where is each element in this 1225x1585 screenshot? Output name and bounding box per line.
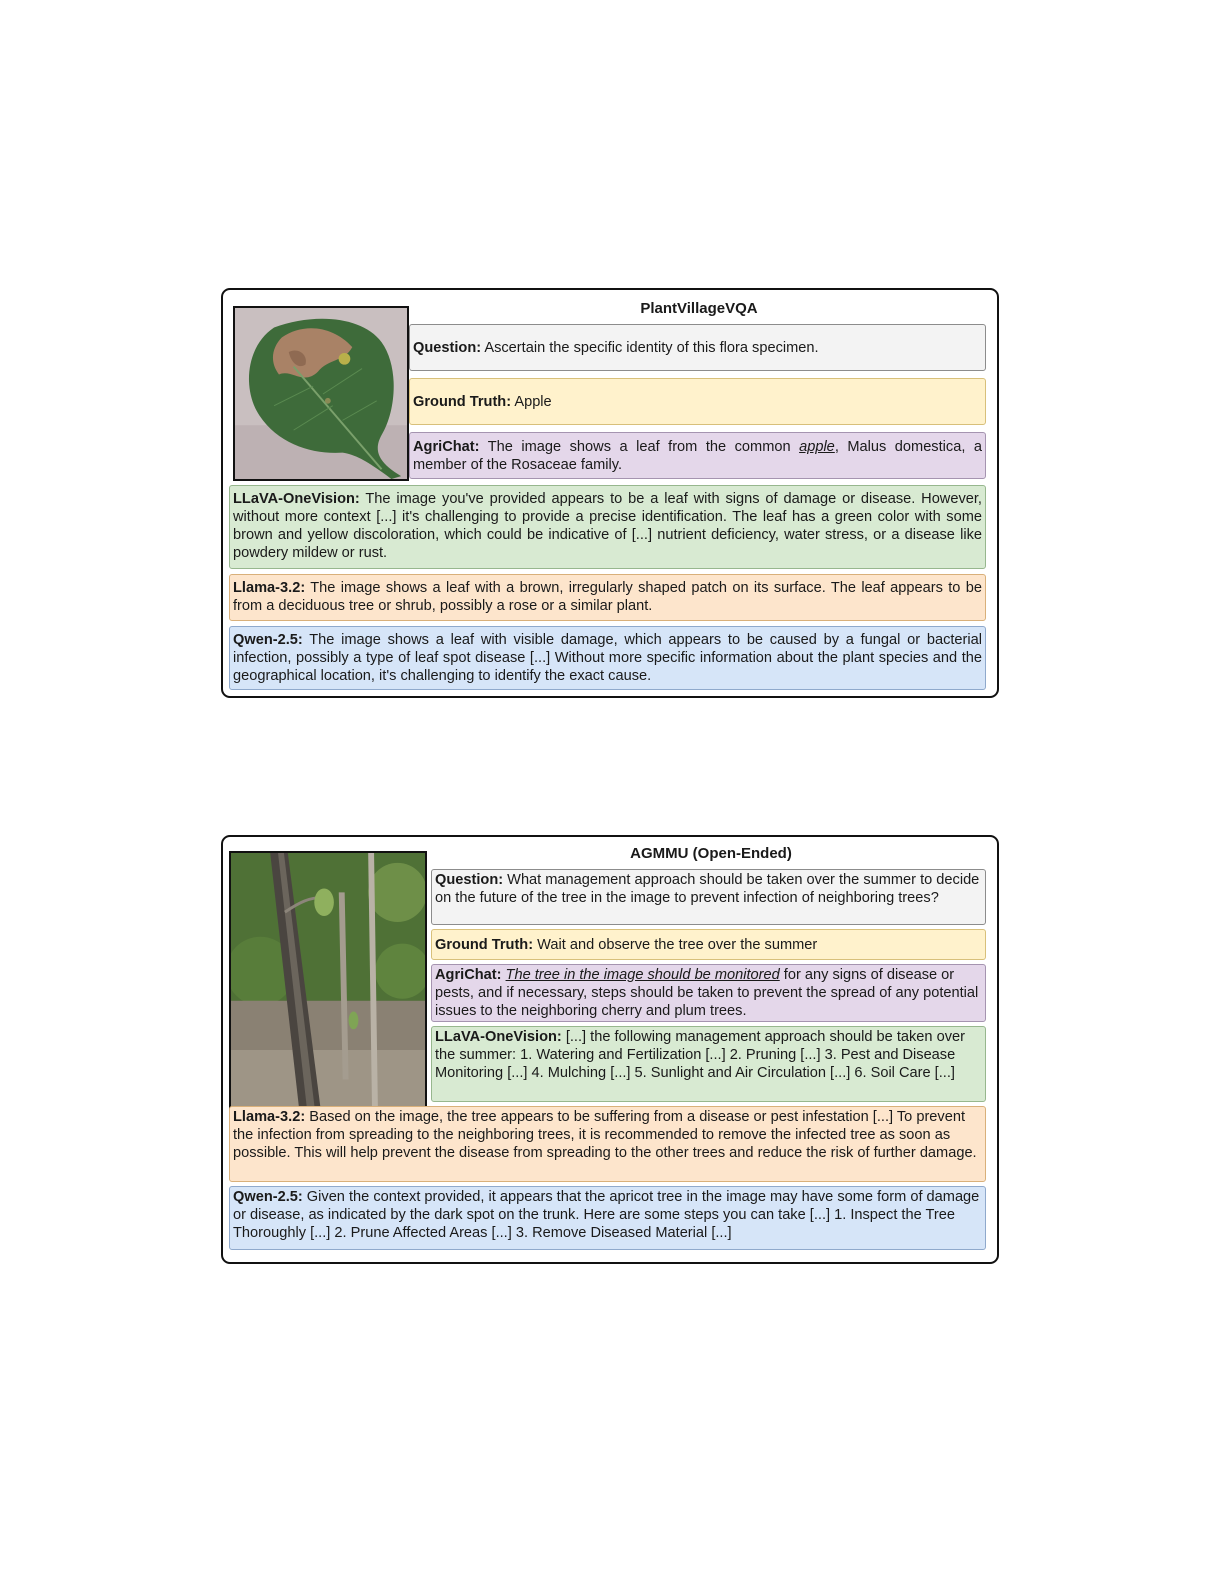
agmmu-panel (221, 835, 999, 1264)
agrichat-highlight: apple (799, 439, 835, 455)
llava-text: The image you've provided appears to be a leaf with signs of damage or disease. However, without more context [...] it's challenging to provide a precise identification. The leaf has a green color with some brown and yellow discoloration, which could be indicative of [...] nutrient deficiency, water stress, or a disease like powdery mildew or rust. (233, 491, 982, 561)
llava-text: [...] the following management approach should be taken over the summer: 1. Watering and Fertilization [...] 2. Pruning [...] 3. Pest and Disease Monitoring [...] 4. Mulching [...] 5. Sunlight and Air Circulation [...] 6. Soil Care [...] (435, 1029, 965, 1081)
question-text: Ascertain the specific identity of this flora specimen. (481, 339, 819, 356)
agrichat-label: AgriChat: (435, 967, 502, 983)
llava-onevision-answer-box (229, 485, 986, 569)
agrichat-text-post: , Malus domestica, a member of the Rosaceae family. (413, 439, 982, 473)
plantvillagevqa-panel (221, 288, 999, 698)
llama-answer-box (229, 574, 986, 621)
ground-truth-box (431, 929, 986, 960)
tree-trunk-image (229, 851, 427, 1115)
qwen-answer-box (229, 626, 986, 690)
ground-truth-box (409, 378, 986, 425)
agrichat-highlight: The tree in the image should be monitored (505, 967, 780, 983)
agrichat-label: AgriChat: (413, 439, 480, 455)
panel-title: PlantVillageVQA (640, 300, 758, 317)
apple-leaf-image (233, 306, 409, 481)
ground-truth-label: Ground Truth: (413, 393, 512, 410)
agrichat-answer-box (409, 432, 986, 479)
question-box (431, 869, 986, 925)
qwen-answer-box (229, 1186, 986, 1250)
llama-answer-box (229, 1106, 986, 1182)
agrichat-text-post: for any signs of disease or pests, and if necessary, steps should be taken to prevent the spread of any potential issues to the neighboring cherry and plum trees. (435, 967, 979, 1019)
llama-label: Llama-3.2: (233, 580, 306, 596)
qwen-label: Qwen-2.5: (233, 632, 303, 648)
agrichat-text-pre: The image shows a leaf from the common (479, 439, 800, 455)
llama-label: Llama-3.2: (233, 1109, 306, 1125)
llava-label: LLaVA-OneVision: (233, 491, 360, 507)
question-box (409, 324, 986, 371)
agrichat-answer-box (431, 964, 986, 1022)
qwen-text: The image shows a leaf with visible damage, which appears to be caused by a fungal or bacterial infection, possibly a type of leaf spot disease [...] Without more specific information about the plant species and the geographical location, it's challenging to identify the exact cause. (233, 632, 982, 684)
question-label: Question: (435, 872, 504, 888)
llama-text: Based on the image, the tree appears to be suffering from a disease or pest infestation [...] To prevent the infection from spreading to the neighboring trees, it is recommended to remove the infected tree as soon as possible. This will help prevent the disease from spreading to the other trees and reduce the risk of further damage. (233, 1109, 977, 1161)
ground-truth-text: Apple (511, 393, 552, 410)
llava-onevision-answer-box (431, 1026, 986, 1102)
panel-title: AGMMU (Open-Ended) (630, 845, 792, 862)
question-label: Question: (413, 339, 482, 356)
question-text: What management approach should be taken over the summer to decide on the future of the tree in the image to prevent infection of neighboring trees? (435, 872, 980, 906)
ground-truth-text: Wait and observe the tree over the summer (533, 936, 818, 953)
llama-text: The image shows a leaf with a brown, irregularly shaped patch on its surface. The leaf appears to be from a deciduous tree or shrub, possibly a rose or a similar plant. (233, 580, 982, 614)
qwen-text: Given the context provided, it appears that the apricot tree in the image may have some form of damage or disease, as indicated by the dark spot on the trunk. Here are some steps you can take [...] 1. Inspect the Tree Thoroughly [...] 2. Prune Affected Areas [...] 3. Remove Diseased Material [...] (233, 1189, 980, 1241)
qwen-label: Qwen-2.5: (233, 1189, 303, 1205)
llava-label: LLaVA-OneVision: (435, 1029, 562, 1045)
ground-truth-label: Ground Truth: (435, 936, 534, 953)
